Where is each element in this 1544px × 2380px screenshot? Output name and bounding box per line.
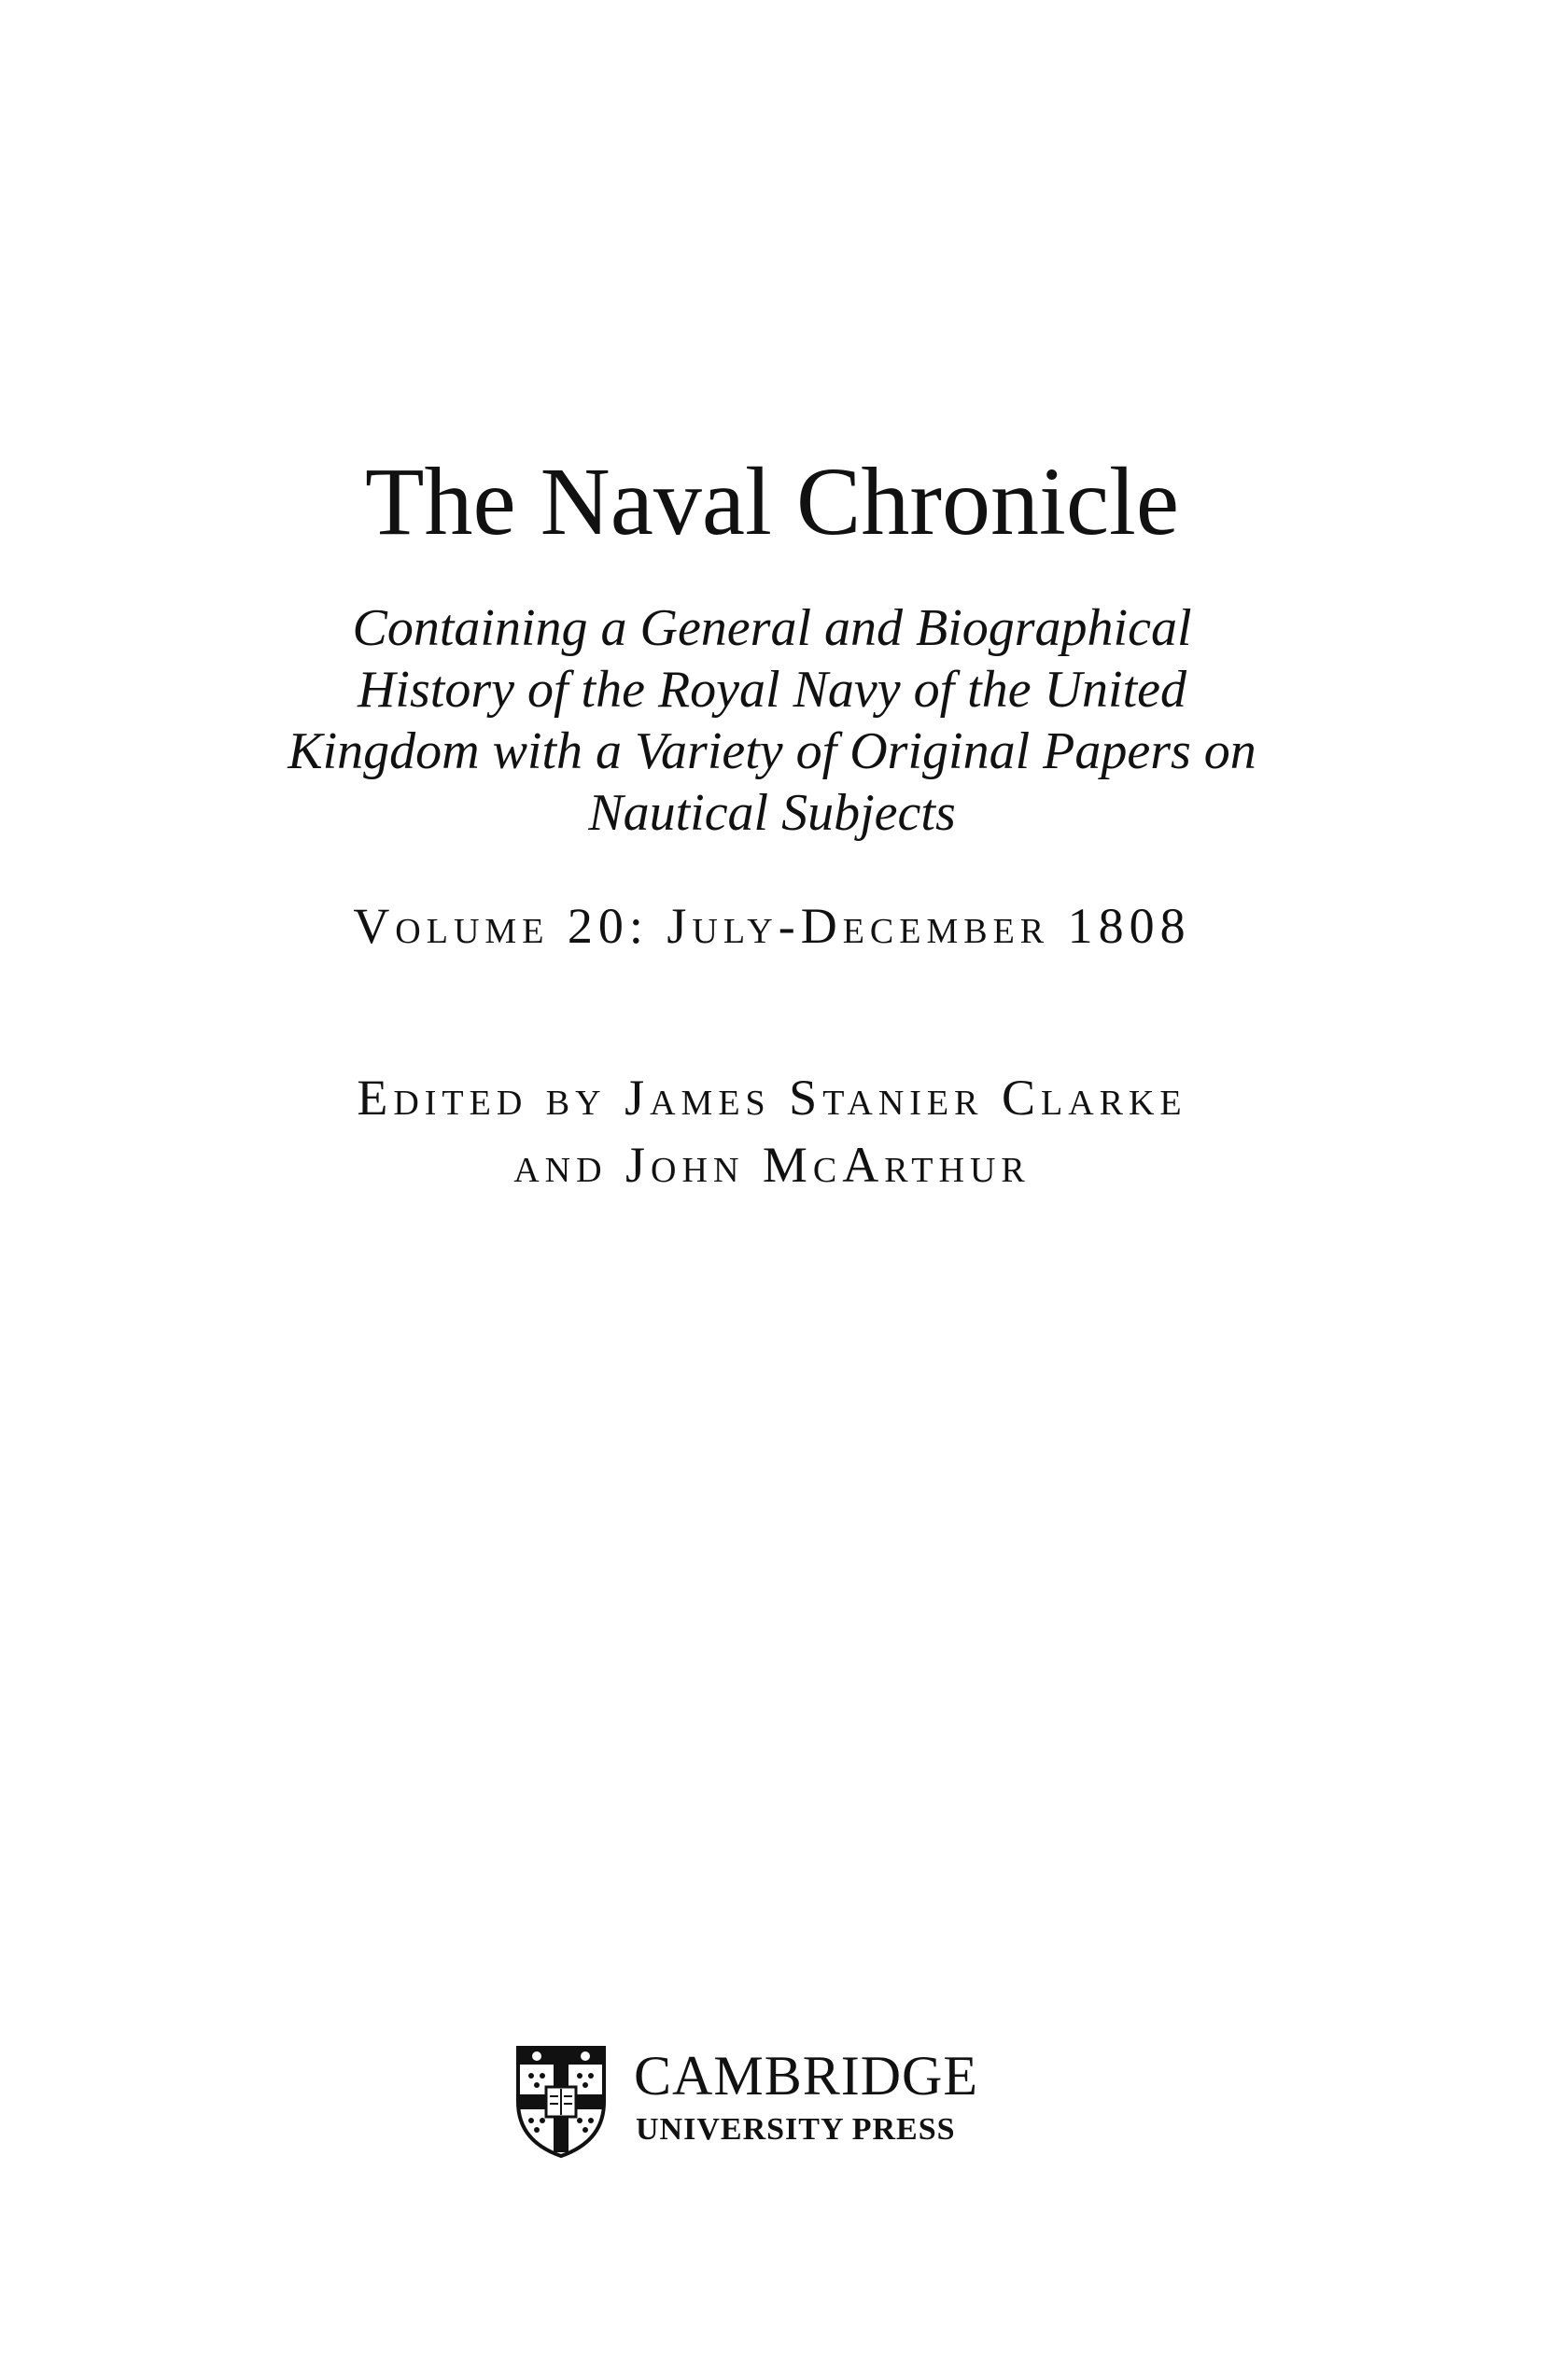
- publisher-subname: UNIVERSITY PRESS: [636, 2112, 956, 2147]
- editors-line: Edited by James Stanier Clarke: [357, 1070, 1187, 1126]
- editors: [0, 1064, 1544, 1198]
- publisher-imprint: [514, 2044, 1037, 2165]
- volume-info: Volume 20: July-December 1808: [353, 898, 1191, 954]
- subtitle-line: Containing a General and Biographical: [352, 599, 1192, 657]
- editors-line: and John McArthur: [513, 1137, 1031, 1193]
- book-subtitle: [187, 597, 1357, 844]
- cambridge-crest-icon: [514, 2044, 608, 2160]
- subtitle-line: Nautical Subjects: [588, 784, 956, 842]
- book-title: The Naval Chronicle: [364, 448, 1180, 555]
- subtitle-line: History of the Royal Navy of the United: [357, 661, 1187, 719]
- subtitle-line: Kingdom with a Variety of Original Papers on: [288, 722, 1256, 780]
- publisher-name: CAMBRIDGE: [634, 2045, 979, 2107]
